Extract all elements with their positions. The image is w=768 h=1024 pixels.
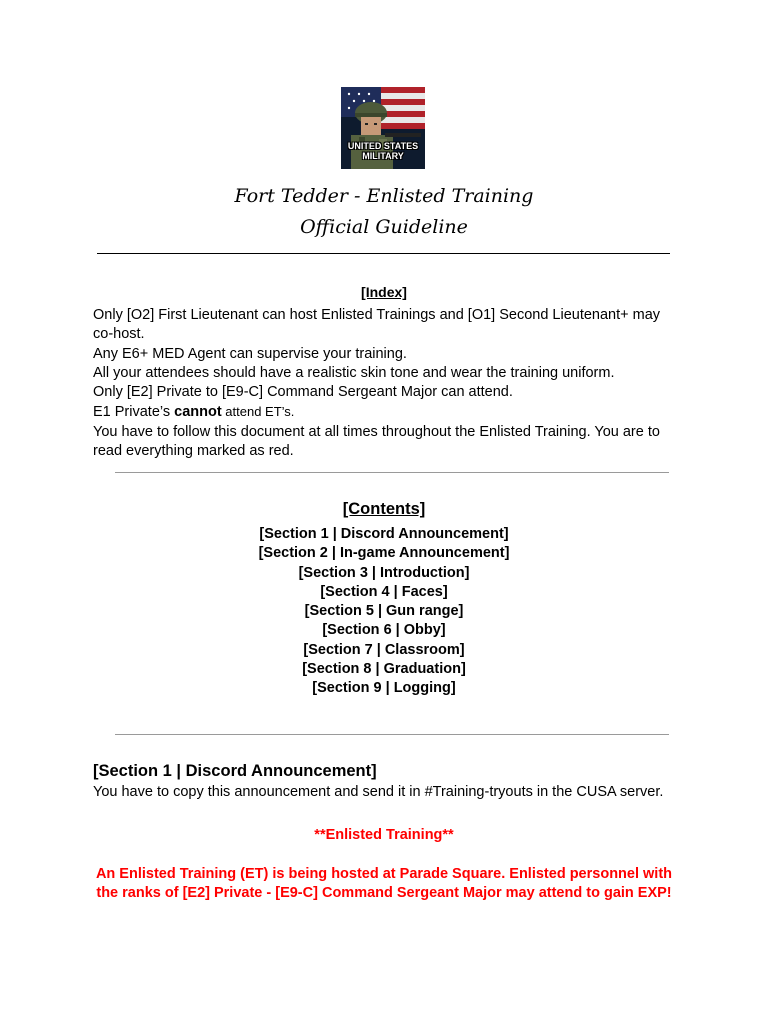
toc-item: [Section 8 | Graduation] (302, 661, 466, 678)
logo-text-line2: MILITARY (362, 151, 404, 161)
section-1-heading: [Section 1 | Discord Announcement] (93, 762, 377, 780)
document-title: Fort Tedder - Enlisted Training (234, 185, 534, 207)
index-heading: [Index] (361, 284, 407, 300)
section-divider (115, 734, 669, 735)
index-line-5-post: attend ET’s. (221, 404, 295, 420)
logo-text-line1: UNITED STATES (347, 141, 419, 151)
index-line-5-pre: E1 Private’s (93, 404, 175, 421)
index-line-6: You have to follow this document at all times throughout the Enlisted Training. You are to read everything marked as red. (93, 423, 660, 460)
unit-logo (341, 87, 425, 169)
toc-item: [Section 3 | Introduction] (298, 564, 470, 581)
toc-item: [Section 5 | Gun range] (304, 603, 464, 620)
index-line-5-bold: cannot (174, 404, 222, 421)
toc-item: [Section 2 | In-game Announcement] (258, 545, 510, 562)
contents-heading: [Contents] (342, 500, 426, 518)
index-line-2: Any E6+ MED Agent can supervise your training. (93, 345, 407, 362)
section-1-body: You have to copy this announcement and send it in #Training-tryouts in the CUSA server. (93, 784, 664, 800)
index-line-3: All your attendees should have a realistic skin tone and wear the training uniform. (93, 364, 615, 381)
index-line-4: Only [E2] Private to [E9-C] Command Sergeant Major can attend. (93, 384, 513, 401)
toc-item: [Section 6 | Obby] (322, 622, 446, 639)
toc-item: [Section 9 | Logging] (312, 680, 456, 697)
section-divider (115, 472, 669, 473)
toc-item: [Section 7 | Classroom] (303, 641, 465, 658)
title-divider (97, 253, 670, 254)
toc-item: [Section 4 | Faces] (320, 583, 448, 600)
announcement-title: **Enlisted Training** (314, 827, 454, 843)
table-of-contents (0, 525, 768, 699)
index-body (93, 306, 673, 461)
index-line-1: Only [O2] First Lieutenant can host Enlisted Trainings and [O1] Second Lieutenant+ may co-host. (93, 307, 661, 343)
toc-item: [Section 1 | Discord Announcement] (259, 526, 509, 542)
announcement-body: An Enlisted Training (ET) is being hosted at Parade Square. Enlisted personnel with the ranks of [E2] Private - [E9-C] Command Sergeant Major may attend to gain EXP! (95, 866, 673, 902)
document-subtitle: Official Guideline (300, 216, 468, 238)
index-line-5 (93, 402, 673, 422)
